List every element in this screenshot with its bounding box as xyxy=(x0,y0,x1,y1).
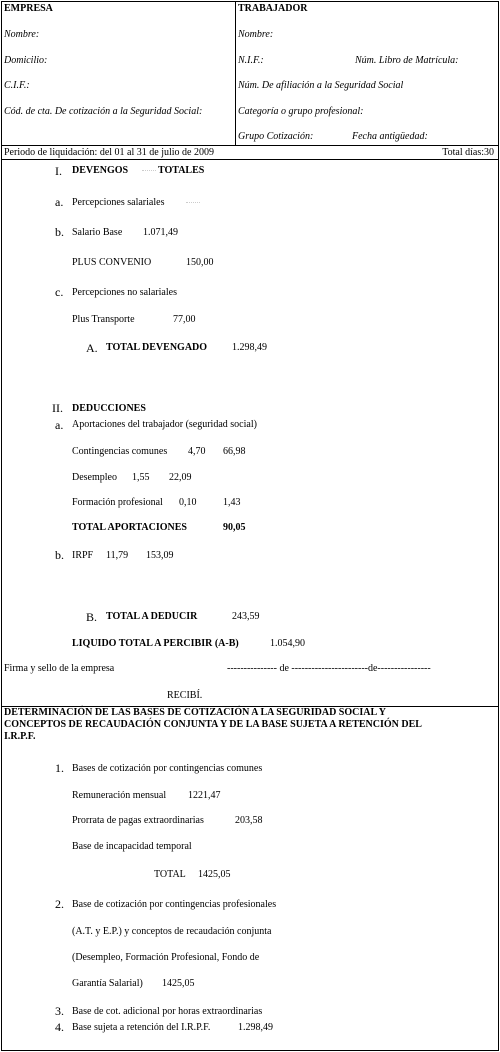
deducciones-b-marker: b. xyxy=(55,548,64,562)
incapacidad-temporal-label: Base de incapacidad temporal xyxy=(72,841,192,852)
header-column-divider xyxy=(235,2,236,145)
devengos-marker: I. xyxy=(55,164,62,178)
salario-base-label: Salario Base xyxy=(72,227,123,238)
deducciones-a-marker: a. xyxy=(55,418,64,432)
trabajador-afiliacion-label: Núm. De afiliación a la Seguridad Social xyxy=(238,80,404,91)
percepciones-salariales-label: Percepciones salariales xyxy=(72,197,165,208)
devengos-title: DEVENGOS xyxy=(72,165,129,176)
trabajador-libro-matricula-label: Núm. Libro de Matrícula: xyxy=(355,55,459,66)
salario-base-value: 1.071,49 xyxy=(143,227,178,238)
liquido-total-label: LIQUIDO TOTAL A PERCIBIR (A-B) xyxy=(72,638,239,649)
irpf-pct: 11,79 xyxy=(106,550,129,561)
plus-transporte-value: 77,00 xyxy=(173,314,196,325)
bases-profesionales-line1: Base de cotización por contingencias profesionales xyxy=(72,899,277,910)
total-aportaciones-value: 90,05 xyxy=(223,522,246,533)
plus-convenio-label: PLUS CONVENIO xyxy=(72,257,152,268)
total-aportaciones-label: TOTAL APORTACIONES xyxy=(72,522,187,533)
plus-convenio-value: 150,00 xyxy=(186,257,214,268)
empresa-domicilio-label: Domicilio: xyxy=(4,55,48,66)
total-days: Total días:30 xyxy=(442,147,494,158)
total-deducir-label: TOTAL A DEDUCIR xyxy=(106,611,198,622)
payroll-document xyxy=(1,1,499,1051)
empresa-cif-label: C.I.F.: xyxy=(4,80,30,91)
desempleo-value: 22,09 xyxy=(169,472,192,483)
trabajador-title: TRABAJADOR xyxy=(238,3,308,14)
desempleo-pct: 1,55 xyxy=(132,472,150,483)
deducciones-title: DEDUCCIONES xyxy=(72,403,146,414)
devengos-c-marker: c. xyxy=(55,285,64,299)
remuneracion-mensual-label: Remuneración mensual xyxy=(72,790,167,801)
aportaciones-label: Aportaciones del trabajador (seguridad social) xyxy=(72,419,257,430)
bases-profesionales-line4: Garantía Salarial) xyxy=(72,978,143,989)
total-deducir-marker: B. xyxy=(86,610,98,624)
trabajador-nombre-label: Nombre: xyxy=(238,29,274,40)
total-devengado-value: 1.298,49 xyxy=(232,342,267,353)
trabajador-categoria-label: Categoría o grupo profesional: xyxy=(238,106,364,117)
bases-profesionales-line3: (Desempleo, Formación Profesional, Fondo de xyxy=(72,952,260,963)
period-bottom-rule xyxy=(2,159,498,160)
contingencias-comunes-pct: 4,70 xyxy=(188,446,206,457)
liquido-total-value: 1.054,90 xyxy=(270,638,305,649)
devengos-title-spacer xyxy=(138,165,156,176)
percepciones-no-salariales-label: Percepciones no salariales xyxy=(72,287,177,298)
base-irpf-label: Base sujeta a retención del I.R.P.F. xyxy=(72,1022,211,1033)
firma-date-line: --------------- de -----------------------de---------------- xyxy=(227,663,431,674)
bases-item1-marker: 1. xyxy=(55,761,64,775)
horas-extraordinarias-label: Base de cot. adicional por horas extraordinarias xyxy=(72,1006,263,1017)
remuneracion-mensual-value: 1221,47 xyxy=(188,790,221,801)
bases-item4-marker: 4. xyxy=(55,1020,64,1034)
plus-transporte-label: Plus Transporte xyxy=(72,314,135,325)
irpf-value: 153,09 xyxy=(146,550,174,561)
formacion-profesional-pct: 0,10 xyxy=(179,497,197,508)
desempleo-label: Desempleo xyxy=(72,472,117,483)
bases-total-value: 1425,05 xyxy=(198,869,231,880)
bases-title-line2: CONCEPTOS DE RECAUDACIÓN CONJUNTA Y DE LA BASE SUJETA A RETENCIÓN DEL xyxy=(4,719,422,730)
formacion-profesional-value: 1,43 xyxy=(223,497,241,508)
totales-title: TOTALES xyxy=(158,165,205,176)
bases-title-line1: DETERMINACIÓN DE LAS BASES DE COTIZACIÓN A LA SEGURIDAD SOCIAL Y xyxy=(4,707,386,718)
base-irpf-value: 1.298,49 xyxy=(238,1022,273,1033)
bases-profesionales-line2: (A.T. y E.P.) y conceptos de recaudación conjunta xyxy=(72,926,272,937)
devengos-a-marker: a. xyxy=(55,195,64,209)
trabajador-grupo-cotizacion-label: Grupo Cotización: xyxy=(238,131,314,142)
bases-total-label: TOTAL xyxy=(154,869,186,880)
deducciones-marker: II. xyxy=(52,401,63,415)
total-devengado-marker: A. xyxy=(86,341,98,355)
trabajador-fecha-antiguedad-label: Fecha antigüedad: xyxy=(352,131,428,142)
total-deducir-value: 243,59 xyxy=(232,611,260,622)
prorrata-label: Prorrata de pagas extraordinarias xyxy=(72,815,204,826)
formacion-profesional-label: Formación profesional xyxy=(72,497,163,508)
empresa-cod-cta-label: Cód. de cta. De cotización a la Seguridad Social: xyxy=(4,106,203,117)
liquidation-period: Periodo de liquidación: del 01 al 31 de julio de 2009 xyxy=(4,147,214,158)
empresa-title: EMPRESA xyxy=(4,3,53,14)
contingencias-comunes-value: 66,98 xyxy=(223,446,246,457)
empresa-nombre-label: Nombre: xyxy=(4,29,40,40)
bases-item3-marker: 3. xyxy=(55,1004,64,1018)
percepciones-spacer xyxy=(182,197,200,208)
bases-profesionales-value: 1425,05 xyxy=(162,978,195,989)
bases-contingencias-comunes-label: Bases de cotización por contingencias comunes xyxy=(72,763,263,774)
bases-title-line3: I.R.P.F. xyxy=(4,731,36,742)
devengos-b-marker: b. xyxy=(55,225,64,239)
irpf-label: IRPF xyxy=(72,550,94,561)
prorrata-value: 203,58 xyxy=(235,815,263,826)
firma-empresa-label: Firma y sello de la empresa xyxy=(4,663,115,674)
contingencias-comunes-label: Contingencias comunes xyxy=(72,446,168,457)
trabajador-nif-label: N.I.F.: xyxy=(238,55,264,66)
header-bottom-rule xyxy=(2,145,498,146)
total-devengado-label: TOTAL DEVENGADO xyxy=(106,342,208,353)
recibi-label: RECIBÍ. xyxy=(167,690,203,701)
bases-item2-marker: 2. xyxy=(55,897,64,911)
